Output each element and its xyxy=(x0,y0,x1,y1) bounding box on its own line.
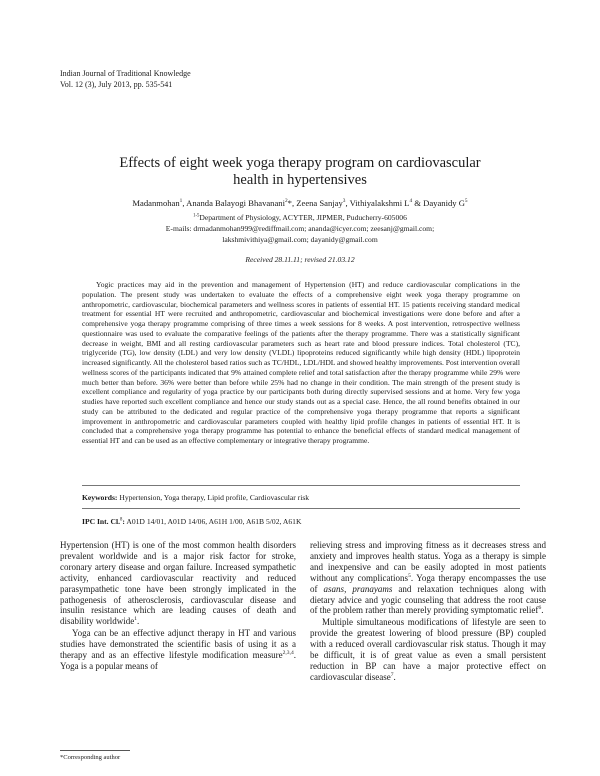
author-separator: & xyxy=(412,198,424,208)
body-text: . Yoga is a popular means of xyxy=(60,650,296,671)
author-separator: , xyxy=(182,198,187,208)
author-sup: 2 xyxy=(284,198,288,205)
body-text: . xyxy=(541,605,544,616)
journal-citation: Vol. 12 (3), July 2013, pp. 535-541 xyxy=(60,80,173,89)
affiliation-sup: 1-5 xyxy=(193,213,200,219)
ipc-label: IPC Int. Cl. xyxy=(82,517,120,526)
term-asans: asans xyxy=(323,583,345,594)
citation-ref: 5 xyxy=(408,572,411,579)
email-list xyxy=(60,224,540,245)
body-paragraph xyxy=(60,628,296,672)
body-paragraph xyxy=(60,540,296,627)
ipc-sup: 8 xyxy=(119,517,123,523)
affiliation-text: Department of Physiology, ACYTER, JIPMER, Puducherry-605006 xyxy=(199,213,407,222)
author-list xyxy=(60,198,540,209)
keywords-label: Keywords: xyxy=(82,493,118,502)
body-paragraph xyxy=(310,540,546,616)
body-text: . Yoga therapy encompasses the use of xyxy=(310,572,547,594)
keywords-text: Hypertension, Yoga therapy, Lipid profile, Cardiovascular risk xyxy=(119,493,310,502)
body-paragraph xyxy=(310,617,546,682)
footnote: *Corresponding author xyxy=(60,754,121,761)
author-name: Dayanidy G xyxy=(423,198,465,208)
title-line-1: Effects of eight week yoga therapy program on cardiovascular xyxy=(119,155,481,171)
author-name: Vithiyalakshmi L xyxy=(349,198,410,208)
citation-ref: 6 xyxy=(538,605,542,612)
journal-name: Indian Journal of Traditional Knowledge xyxy=(60,69,191,78)
body-text: relieving stress and improving fitness as it decreases stress and anxiety and improves health status. Yoga as a therapy is simple and inexpensive and can be easily adopted in most patients without any complications xyxy=(310,540,546,583)
received-date: Received 28.11.11; revised 21.03.12 xyxy=(245,255,355,264)
title-line-2: health in hypertensives xyxy=(233,172,367,188)
author-name: Ananda Balayogi Bhavanani xyxy=(186,198,285,208)
author-sup: 5 xyxy=(464,198,468,205)
ipc-colon: : xyxy=(122,517,125,526)
body-column-right xyxy=(310,540,546,683)
affiliation xyxy=(60,213,540,223)
keywords-top-divider xyxy=(82,485,520,486)
ipc-classification xyxy=(82,517,520,526)
author-sup: 1 xyxy=(179,198,183,205)
body-text: and relaxation techniques along with dietary advice and yogic counseling that address the root cause of the problem rather than merely providing symptomatic relief xyxy=(310,583,547,616)
citation-ref: 7 xyxy=(390,671,394,678)
body-text: . xyxy=(393,671,396,682)
body-text: . xyxy=(137,616,140,627)
abstract: Yogic practices may aid in the prevention and management of Hypertension (HT) and reduce cardiovascular complications in the population. The present study was undertaken to evaluate the effects of a comprehensive eight week yoga therapy programme on anthropometric, cardiovascular, biochemical parameters and wellness scores in patients of essential HT. 15 patients receiving standard medical treatment for essential HT were recruited and anthropometric, cardiovascular and biochemical investigations were done before and after a comprehensive yoga therapy programme comprising of three times a week sessions for 8 weeks. A post intervention, retrospective wellness questionnaire was used to evaluate the comparative feelings of the patients after the therapy programme. There was a statistically significant decrease in weight, BMI and all resting cardiovascular parameters such as heart rate and blood pressure indices. Total cholesterol (TC), triglyceride (TG), low density (LDL) and very low density (VLDL) lipoproteins reduced significantly while high density (HDL) lipoprotein increased significantly. All the cholesterol based ratios such as TC/HDL, LDL/HDL and showed healthy improvements. Post intervention overall wellness scores of the participants indicated that 9% attained complete relief and total satisfaction after the therapy programme while 29% were much better than before. 36% were better than before while 25% had no change in their condition. The main strength of the present study is excellent compliance and regularity of yoga practice by our participants both during directly supervised sessions and at home. Very few yoga studies have reported such excellent compliance and hence our study stands out as a special case. Hence, the all round benefits obtained in our study can be attributed to the dedicated and regular practice of the comprehensive yoga therapy programme that reports a significant improvement in anthropometric and cardiovascular parameters coupled with healthy lipid profile changes in patients of essential HT. It is concluded that a comprehensive yoga therapy programme has potential to enhance the beneficial effects of standard medical management of essential HT and can be used as an effective complementary or integrative therapy programme. xyxy=(82,280,520,445)
author-name: Zeena Sanjay xyxy=(296,198,343,208)
author-sup: 3 xyxy=(342,198,346,205)
article-title xyxy=(60,155,540,189)
footnote-divider xyxy=(60,750,130,751)
keywords-bottom-divider xyxy=(82,508,520,509)
citation-ref: 1 xyxy=(134,616,138,623)
term-pranayams: pranayams xyxy=(352,583,393,594)
body-text: Hypertension (HT) is one of the most common health disorders prevalent worldwide and is a major risk factor for stroke, coronary artery disease and organ failure. Increased sympathetic activity, enhanced cardiovascular reactivity and reduced parasympathetic tone have been strongly implicated in the pathogenesis of atherosclerosis, cardiovascular disease and insulin resistance which are leading causes of death and disability worldwide xyxy=(60,540,296,627)
author-separator: , xyxy=(345,198,350,208)
body-column-left xyxy=(60,540,296,672)
body-text: Multiple simultaneous modifications of lifestyle are seen to provide the greatest lowering of blood pressure (BP) coupled with a reduced overall cardiovascular risk status. Though it may be difficult, it is of great value as even a small persistent reduction in BP can have a major protective effect on cardiovascular disease xyxy=(310,617,546,682)
email-line-2: lakshmivithiya@gmail.com; dayanidy@gmail.com xyxy=(222,234,378,244)
body-text: Yoga can be an effective adjunct therapy in HT and various studies have demonstrated the scientific basis of using it as a therapy and as an effective lifestyle modification measure xyxy=(60,628,296,661)
corresponding-mark: * xyxy=(287,198,292,208)
email-line-1: E-mails: drmadanmohan999@rediffmail.com; ananda@icyer.com; zeesanj@gmail.com; xyxy=(165,224,435,233)
citation-ref: 2,3,4 xyxy=(282,650,294,657)
author-name: Madanmohan xyxy=(132,198,180,208)
author-sup: 4 xyxy=(409,198,413,205)
journal-header xyxy=(60,68,191,90)
body-text: , xyxy=(344,583,353,594)
ipc-codes: A01D 14/01, A01D 14/06, A61H 1/00, A61B 5/02, A61K xyxy=(126,517,302,526)
keywords xyxy=(82,493,520,502)
author-separator: , xyxy=(291,198,297,208)
